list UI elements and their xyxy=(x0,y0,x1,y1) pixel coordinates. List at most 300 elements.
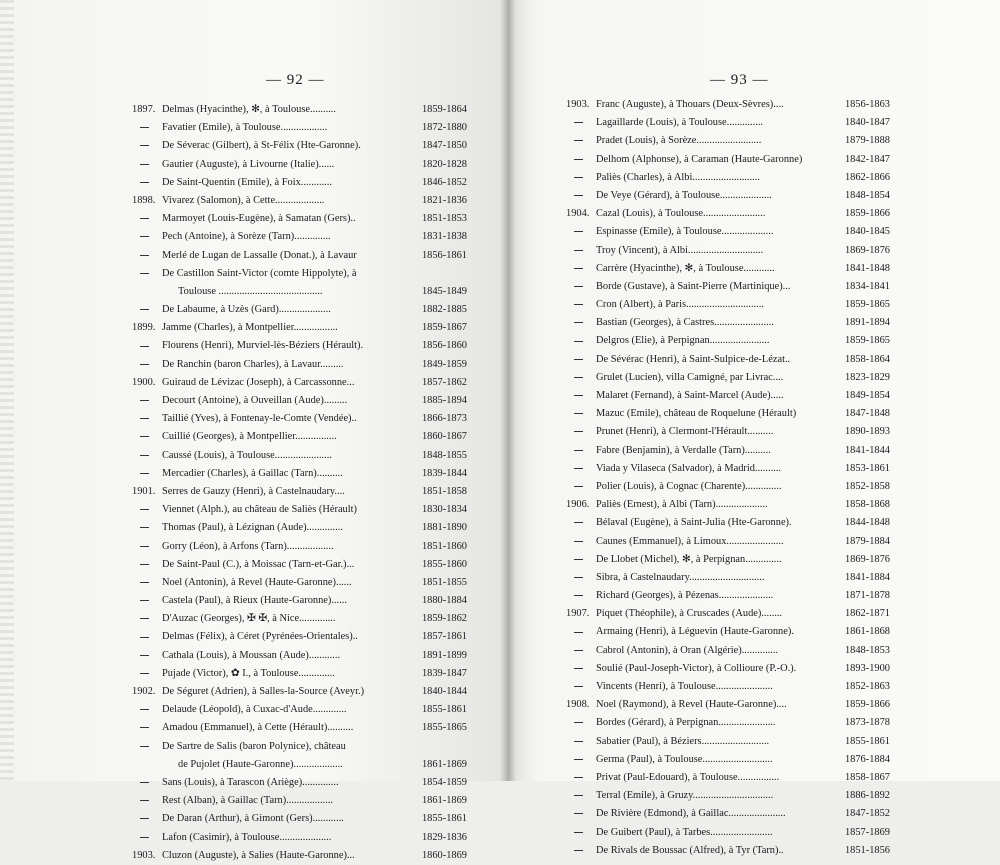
list-item xyxy=(566,787,890,805)
entry-dates: 1820-1828 xyxy=(421,158,467,170)
entry-text: Delgros (Elie), à Perpignan....................... xyxy=(596,335,770,347)
entry-text: Lagaillarde (Louis), à Toulouse.............. xyxy=(596,117,764,129)
entry-dates: 1841-1848 xyxy=(844,262,890,274)
entry-year xyxy=(132,774,160,792)
entry-text: Bastian (Georges), à Castres....................... xyxy=(596,317,774,329)
list-item xyxy=(132,556,467,574)
entry-year xyxy=(132,247,160,265)
entry-year xyxy=(132,392,160,410)
entry-year xyxy=(566,569,594,587)
ditto-dash xyxy=(140,746,149,747)
entry-year xyxy=(132,210,160,228)
entry-dates: 1872-1880 xyxy=(421,122,467,134)
entry-text: Armaing (Henri), à Léguevin (Haute-Garonne). xyxy=(596,626,794,638)
entry-text: Pech (Antoine), à Sorèze (Tarn).............. xyxy=(162,231,331,243)
ditto-dash xyxy=(140,218,149,219)
list-item xyxy=(132,337,467,355)
entry-text: Prunet (Henri), à Clermont-l'Hérault.......... xyxy=(596,426,774,438)
entry-year xyxy=(132,174,160,192)
list-item xyxy=(566,314,890,332)
entry-year xyxy=(566,824,594,842)
entry-dates: 1860-1869 xyxy=(421,849,467,861)
ditto-dash xyxy=(574,304,583,305)
ditto-dash xyxy=(140,818,149,819)
entry-year: 1900. xyxy=(132,376,156,388)
entry-dates: 1848-1853 xyxy=(844,644,890,656)
list-item xyxy=(566,642,890,660)
entry-year xyxy=(566,242,594,260)
entry-dates: 1860-1867 xyxy=(421,431,467,443)
list-item xyxy=(132,101,467,119)
entry-text: Viada y Vilaseca (Salvador), à Madrid.......... xyxy=(596,462,781,474)
entry-year xyxy=(566,223,594,241)
entry-dates: 1857-1861 xyxy=(421,631,467,643)
ditto-dash xyxy=(140,236,149,237)
entry-year: 1908. xyxy=(566,699,590,711)
list-item xyxy=(132,392,467,410)
list-item xyxy=(566,805,890,823)
list-item xyxy=(566,623,890,641)
entry-text: Vivarez (Salomon), à Cette................... xyxy=(162,194,325,206)
entry-dates: 1893-1900 xyxy=(844,662,890,674)
entry-dates: 1886-1892 xyxy=(844,790,890,802)
entry-year: 1906. xyxy=(566,499,590,511)
entry-year xyxy=(132,665,160,683)
list-item xyxy=(566,187,890,205)
entry-dates: 1839-1847 xyxy=(421,667,467,679)
entry-dates: 1861-1869 xyxy=(421,758,467,770)
ditto-dash xyxy=(140,600,149,601)
list-item xyxy=(132,192,467,210)
ditto-dash xyxy=(574,777,583,778)
ditto-dash xyxy=(140,564,149,565)
entry-text: Fabre (Benjamin), à Verdalle (Tarn).......... xyxy=(596,444,771,456)
ditto-dash xyxy=(574,268,583,269)
entry-text: Thomas (Paul), à Lézignan (Aude).............. xyxy=(162,522,343,534)
entry-text: Castela (Paul), à Rieux (Haute-Garonne)...... xyxy=(162,595,347,607)
list-item xyxy=(132,756,467,774)
ditto-dash xyxy=(140,527,149,528)
entry-text: Merlé de Lugan de Lassalle (Donat.), à Lavaur xyxy=(162,249,357,261)
ditto-dash xyxy=(574,322,583,323)
entry-dates: 1830-1834 xyxy=(421,504,467,516)
list-item xyxy=(132,628,467,646)
list-item xyxy=(132,610,467,628)
entry-text: Sibra, à Castelnaudary............................. xyxy=(596,571,765,583)
entry-text: Delmas (Félix), à Céret (Pyrénées-Orientales).. xyxy=(162,631,358,643)
entry-text: Piquet (Théophile), à Cruscades (Aude)........ xyxy=(596,608,783,620)
entry-year xyxy=(132,628,160,646)
entry-text: Cabrol (Antonin), à Oran (Algérie).............. xyxy=(596,644,779,656)
entry-dates: 1862-1866 xyxy=(844,171,890,183)
entry-text: Soulié (Paul-Joseph-Victor), à Collioure (P.-O.). xyxy=(596,662,797,674)
ditto-dash xyxy=(574,759,583,760)
entry-year xyxy=(566,296,594,314)
entry-text: De Séguret (Adrien), à Salles-la-Source (Aveyr.) xyxy=(162,686,365,697)
ditto-dash xyxy=(140,255,149,256)
list-item xyxy=(566,96,890,114)
ditto-dash xyxy=(574,395,583,396)
entry-text: Espinasse (Emile), à Toulouse.................... xyxy=(596,226,774,238)
entry-text: De Veye (Gérard), à Toulouse.................... xyxy=(596,189,772,201)
ditto-dash xyxy=(574,522,583,523)
entry-dates: 1841-1844 xyxy=(844,444,890,456)
list-item xyxy=(566,751,890,769)
entry-dates: 1891-1899 xyxy=(421,649,467,661)
entry-year xyxy=(566,733,594,751)
ditto-dash xyxy=(140,473,149,474)
entry-dates: 1847-1850 xyxy=(421,140,467,152)
entry-year xyxy=(566,514,594,532)
entry-year xyxy=(566,660,594,678)
entry-dates: 1885-1894 xyxy=(421,395,467,406)
entry-text: Flourens (Henri), Murviel-lès-Béziers (Hérault). xyxy=(162,340,364,352)
entry-year xyxy=(566,751,594,769)
list-item xyxy=(132,483,467,501)
entry-dates: 1839-1844 xyxy=(421,467,467,479)
entry-dates: 1858-1867 xyxy=(844,771,890,783)
entry-year: 1903. xyxy=(566,99,590,110)
list-item xyxy=(566,278,890,296)
entry-year xyxy=(132,337,160,355)
ditto-dash xyxy=(574,431,583,432)
entry-text: Marmoyet (Louis-Eugène), à Samatan (Gers).. xyxy=(162,213,356,225)
list-item xyxy=(566,587,890,605)
entry-dates: 1851-1856 xyxy=(844,844,890,856)
entry-dates: 1848-1854 xyxy=(844,189,890,201)
entry-year: 1904. xyxy=(566,208,590,220)
entry-dates: 1851-1855 xyxy=(421,576,467,588)
entry-dates: 1847-1852 xyxy=(844,808,890,820)
list-item xyxy=(566,114,890,132)
entry-text: Cathala (Louis), à Moussan (Aude)............ xyxy=(162,649,341,661)
entry-dates: 1852-1863 xyxy=(844,681,890,692)
ditto-dash xyxy=(140,436,149,437)
entry-year xyxy=(132,119,160,137)
entry-dates: 1855-1861 xyxy=(421,813,467,825)
entry-dates: 1834-1841 xyxy=(844,280,890,292)
entry-year xyxy=(132,592,160,610)
left-page-number: — 92 — xyxy=(266,72,325,88)
entry-text: Franc (Auguste), à Thouars (Deux-Sèvres).... xyxy=(596,99,784,110)
entry-dates: 1859-1866 xyxy=(844,208,890,220)
entry-dates: 1859-1865 xyxy=(844,335,890,347)
entry-dates: 1846-1852 xyxy=(421,176,467,188)
entry-text: Mazuc (Emile), château de Roquelune (Hérault) xyxy=(596,408,797,420)
entry-dates: 1856-1861 xyxy=(421,249,467,261)
ditto-dash xyxy=(140,673,149,674)
list-item xyxy=(132,410,467,428)
entry-text: De Sartre de Salis (baron Polynice), château xyxy=(162,740,346,752)
entry-text: Sans (Louis), à Tarascon (Ariège).............. xyxy=(162,776,339,788)
entry-text: Malaret (Fernand), à Saint-Marcel (Aude)..... xyxy=(596,390,784,401)
list-item xyxy=(132,701,467,719)
entry-dates: 1851-1860 xyxy=(421,540,467,552)
entry-text: Gorry (Léon), à Arfons (Tarn).................. xyxy=(162,540,334,552)
entry-year xyxy=(132,137,160,155)
entry-year xyxy=(566,132,594,150)
entry-year xyxy=(566,332,594,350)
entry-dates: 1849-1859 xyxy=(421,358,467,370)
ditto-dash xyxy=(140,346,149,347)
entry-text: Amadou (Emmanuel), à Cette (Hérault).......... xyxy=(162,722,354,734)
list-item xyxy=(566,423,890,441)
entry-dates: 1855-1865 xyxy=(421,722,467,734)
entry-year xyxy=(132,501,160,519)
entry-year xyxy=(566,260,594,278)
ditto-dash xyxy=(574,559,583,560)
entry-year: 1903. xyxy=(132,849,156,861)
entry-text: Rest (Alban), à Gaillac (Tarn).................. xyxy=(162,795,333,807)
ditto-dash xyxy=(140,709,149,710)
entry-text: de Pujolet (Haute-Garonne)................... xyxy=(178,758,343,770)
entry-text: Viennet (Alph.), au château de Saliès (Hérault) xyxy=(162,504,357,516)
ditto-dash xyxy=(140,182,149,183)
entry-year xyxy=(566,551,594,569)
entry-text: De Rivière (Edmond), à Gaillac...................... xyxy=(596,808,786,820)
ditto-dash xyxy=(574,195,583,196)
ditto-dash xyxy=(140,800,149,801)
list-item xyxy=(132,774,467,792)
list-item xyxy=(566,132,890,150)
entry-dates: 1821-1836 xyxy=(421,194,467,206)
entry-text: Vincents (Henri), à Toulouse...................... xyxy=(596,681,773,692)
ditto-dash xyxy=(140,637,149,638)
right-entry-list xyxy=(566,96,890,860)
entry-year xyxy=(566,714,594,732)
entry-year xyxy=(566,769,594,787)
entry-year xyxy=(566,151,594,169)
entry-dates: 1851-1853 xyxy=(421,213,467,225)
entry-year xyxy=(132,356,160,374)
list-item xyxy=(132,119,467,137)
entry-text: Decourt (Antoine), à Ouveillan (Aude)......... xyxy=(162,395,348,406)
list-item xyxy=(566,660,890,678)
entry-text: De Rivals de Boussac (Alfred), à Tyr (Tarn).. xyxy=(596,844,784,856)
list-item xyxy=(566,205,890,223)
ditto-dash xyxy=(574,595,583,596)
ditto-dash xyxy=(574,668,583,669)
entry-text: Cuillié (Georges), à Montpellier................ xyxy=(162,431,337,443)
list-item xyxy=(132,647,467,665)
entry-text: Borde (Gustave), à Saint-Pierre (Martinique)... xyxy=(596,280,791,292)
list-item xyxy=(566,533,890,551)
ditto-dash xyxy=(140,455,149,456)
entry-year xyxy=(566,678,594,696)
entry-dates: 1861-1869 xyxy=(421,795,467,807)
right-page-number: — 93 — xyxy=(710,72,769,88)
entry-text: De Castillon Saint-Victor (comte Hippolyte), à xyxy=(162,267,357,279)
ditto-dash xyxy=(574,850,583,851)
entry-dates: 1879-1888 xyxy=(844,135,890,147)
ditto-dash xyxy=(140,727,149,728)
entry-year xyxy=(132,465,160,483)
entry-year xyxy=(566,533,594,551)
entry-year: 1907. xyxy=(566,608,590,620)
ditto-dash xyxy=(574,377,583,378)
entry-year xyxy=(132,556,160,574)
entry-year xyxy=(566,623,594,641)
list-item xyxy=(566,478,890,496)
ditto-dash xyxy=(574,722,583,723)
entry-text: De Daran (Arthur), à Gimont (Gers)............ xyxy=(162,813,344,825)
entry-year xyxy=(132,701,160,719)
entry-dates: 1881-1890 xyxy=(421,522,467,534)
ditto-dash xyxy=(574,231,583,232)
list-item xyxy=(566,387,890,405)
entry-year: 1897. xyxy=(132,104,156,115)
list-item xyxy=(132,156,467,174)
entry-year: 1901. xyxy=(132,485,156,497)
entry-dates: 1829-1836 xyxy=(421,831,467,843)
ditto-dash xyxy=(574,450,583,451)
list-item xyxy=(566,605,890,623)
book-gutter xyxy=(500,0,516,781)
entry-text: Guiraud de Lévizac (Joseph), à Carcassonne... xyxy=(162,376,355,388)
entry-year xyxy=(566,114,594,132)
ditto-dash xyxy=(574,650,583,651)
list-item xyxy=(132,283,467,301)
entry-dates: 1852-1858 xyxy=(844,480,890,492)
left-page-edge xyxy=(0,0,14,781)
entry-dates: 1879-1884 xyxy=(844,535,890,547)
entry-year xyxy=(566,805,594,823)
entry-dates: 1880-1884 xyxy=(421,595,467,607)
entry-text: Bordes (Gérard), à Perpignan...................... xyxy=(596,717,776,729)
ditto-dash xyxy=(574,468,583,469)
entry-dates: 1866-1873 xyxy=(421,413,467,425)
entry-year: 1898. xyxy=(132,194,156,206)
entry-text: De Ranchin (baron Charles), à Lavaur......... xyxy=(162,358,344,370)
ditto-dash xyxy=(140,546,149,547)
entry-text: Caussé (Louis), à Toulouse...................... xyxy=(162,449,332,461)
ditto-dash xyxy=(140,655,149,656)
ditto-dash xyxy=(140,127,149,128)
entry-dates: 1840-1847 xyxy=(844,117,890,129)
entry-text: Carrère (Hyacinthe), ✻, à Toulouse............ xyxy=(596,262,775,274)
entry-dates: 1871-1878 xyxy=(844,590,890,602)
entry-dates: 1845-1849 xyxy=(421,285,467,297)
list-item xyxy=(132,501,467,519)
list-item xyxy=(566,296,890,314)
entry-text: Cluzon (Auguste), à Salies (Haute-Garonne)... xyxy=(162,849,355,861)
ditto-dash xyxy=(574,632,583,633)
entry-dates: 1823-1829 xyxy=(844,371,890,383)
list-item xyxy=(132,574,467,592)
list-item xyxy=(132,592,467,610)
list-item xyxy=(566,733,890,751)
entry-year xyxy=(566,442,594,460)
list-item xyxy=(566,151,890,169)
list-item xyxy=(566,842,890,860)
entry-year xyxy=(132,610,160,628)
entry-text: Richard (Georges), à Pézenas..................... xyxy=(596,590,774,602)
entry-text: D'Auzac (Georges), ✠ ✠, à Nice.............. xyxy=(162,613,336,625)
entry-year xyxy=(132,265,160,283)
entry-year xyxy=(566,642,594,660)
entry-year xyxy=(132,228,160,246)
entry-year xyxy=(132,428,160,446)
list-item xyxy=(132,301,467,319)
list-item xyxy=(132,319,467,337)
entry-text: Noel (Antonin), à Revel (Haute-Garonne)...... xyxy=(162,576,352,588)
entry-text: Troy (Vincent), à Albi............................. xyxy=(596,244,764,256)
ditto-dash xyxy=(140,782,149,783)
ditto-dash xyxy=(140,164,149,165)
entry-year xyxy=(132,829,160,847)
list-item xyxy=(132,665,467,683)
entry-year xyxy=(566,314,594,332)
entry-dates: 1831-1838 xyxy=(421,231,467,243)
list-item xyxy=(566,769,890,787)
list-item xyxy=(566,824,890,842)
entry-year xyxy=(566,842,594,860)
entry-dates: 1848-1855 xyxy=(421,449,467,461)
entry-text: Gautier (Auguste), à Livourne (Italie)...... xyxy=(162,158,335,170)
list-item xyxy=(566,260,890,278)
list-item xyxy=(132,538,467,556)
ditto-dash xyxy=(574,541,583,542)
entry-year xyxy=(566,369,594,387)
entry-dates: 1858-1868 xyxy=(844,499,890,511)
ditto-dash xyxy=(574,486,583,487)
entry-dates: 1859-1866 xyxy=(844,699,890,711)
entry-text: Taillié (Yves), à Fontenay-le-Comte (Vendée).. xyxy=(162,413,357,425)
entry-year xyxy=(566,187,594,205)
entry-year xyxy=(566,278,594,296)
entry-text: Caunes (Emmanuel), à Limoux...................... xyxy=(596,535,784,547)
entry-dates: 1859-1865 xyxy=(844,299,890,311)
list-item xyxy=(566,169,890,187)
list-item xyxy=(566,569,890,587)
entry-dates: 1857-1862 xyxy=(421,376,467,388)
list-item xyxy=(132,683,467,701)
entry-dates: 1840-1845 xyxy=(844,226,890,238)
entry-dates: 1869-1876 xyxy=(844,244,890,256)
list-item xyxy=(566,442,890,460)
ditto-dash xyxy=(140,418,149,419)
entry-text: Privat (Paul-Edouard), à Toulouse................ xyxy=(596,771,780,783)
entry-year xyxy=(132,301,160,319)
entry-text: Serres de Gauzy (Henri), à Castelnaudary.... xyxy=(162,485,345,497)
entry-dates: 1890-1893 xyxy=(844,426,890,438)
ditto-dash xyxy=(574,250,583,251)
entry-year xyxy=(566,405,594,423)
entry-year xyxy=(132,647,160,665)
ditto-dash xyxy=(140,400,149,401)
list-item xyxy=(132,465,467,483)
entry-dates: 1859-1862 xyxy=(421,613,467,625)
list-item xyxy=(566,351,890,369)
entry-text: De Saint-Paul (C.), à Moissac (Tarn-et-Gar.)... xyxy=(162,558,355,570)
list-item xyxy=(132,374,467,392)
entry-dates: 1873-1878 xyxy=(844,717,890,729)
entry-text: Terral (Emile), à Gruzy............................... xyxy=(596,790,774,802)
list-item xyxy=(132,137,467,155)
entry-dates: 1854-1859 xyxy=(421,776,467,788)
ditto-dash xyxy=(574,159,583,160)
list-item xyxy=(566,678,890,696)
entry-year xyxy=(132,156,160,174)
list-item xyxy=(132,519,467,537)
ditto-dash xyxy=(574,577,583,578)
entry-text: De Sévérac (Henri), à Saint-Sulpice-de-Lézat.. xyxy=(596,353,791,365)
ditto-dash xyxy=(140,837,149,838)
entry-year xyxy=(132,447,160,465)
entry-year xyxy=(132,410,160,428)
list-item xyxy=(132,210,467,228)
entry-text: Noel (Raymond), à Revel (Haute-Garonne).... xyxy=(596,699,787,711)
